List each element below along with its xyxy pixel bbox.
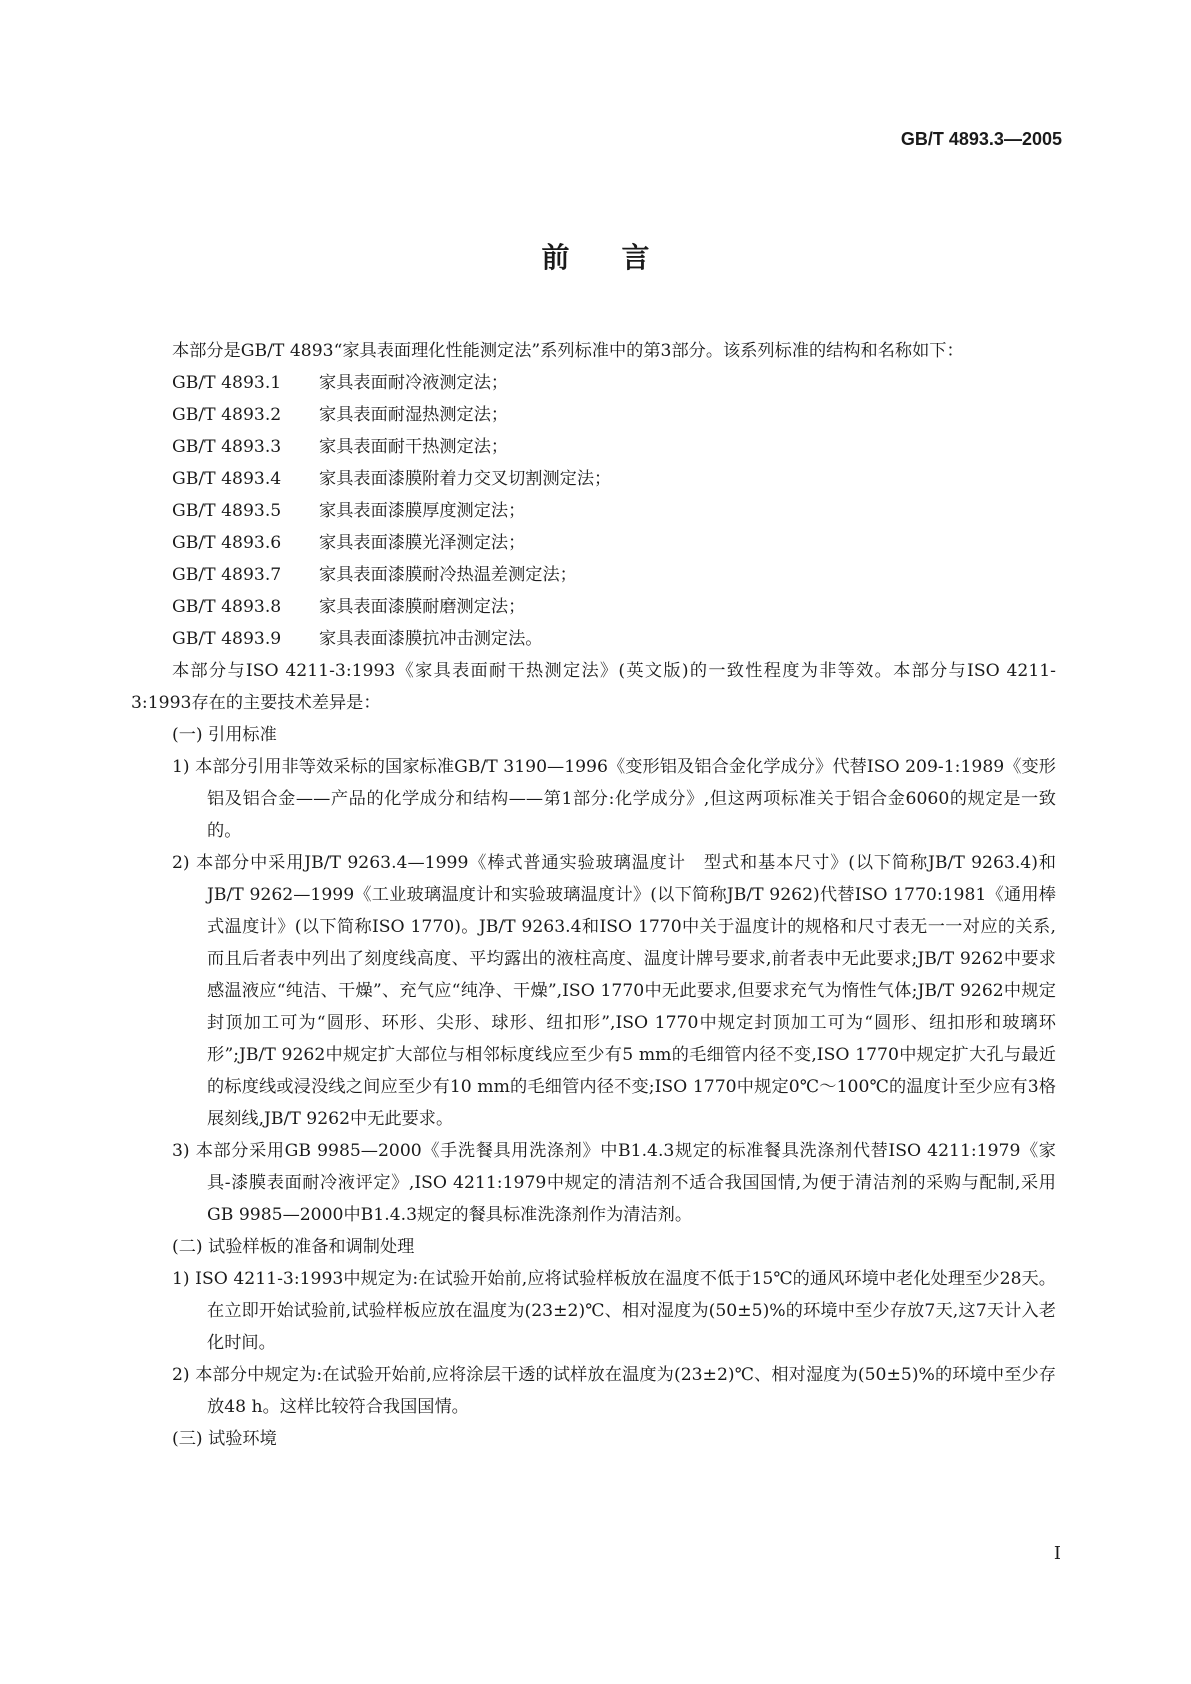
equivalence-paragraph: 本部分与ISO 4211-3:1993《家具表面耐干热测定法》(英文版)的一致性程度为非等效。本部分与ISO 4211-3:1993存在的主要技术差异是： <box>131 661 1056 713</box>
standard-title: 家具表面耐冷液测定法； <box>319 373 509 393</box>
standard-code: GB/T 4893.3 <box>172 437 282 457</box>
numbered-item: 3) 本部分采用GB 9985—2000《手洗餐具用洗涤剂》中B1.4.3规定的标准餐具洗涤剂代替ISO 4211:1979《家具-漆膜表面耐冷液评定》,ISO 4211:1979中规定的清洁剂不适合我国国情,为便于清洁剂的采购与配制,采用GB 9985—2000中B1.4.3规定的餐具标准洗涤剂作为清洁剂。 <box>172 1141 1056 1225</box>
section-heading: (三) 试验环境 <box>172 1429 277 1449</box>
numbered-item: 2) 本部分中规定为:在试验开始前,应将涂层干透的试样放在温度为(23±2)℃、相对湿度为(50±5)%的环境中至少存放48 h。这样比较符合我国国情。 <box>172 1365 1056 1417</box>
standard-title: 家具表面漆膜耐冷热温差测定法； <box>319 565 577 585</box>
list-item <box>131 463 1056 495</box>
numbered-item: 1) 本部分引用非等效采标的国家标准GB/T 3190—1996《变形铝及铝合金化学成分》代替ISO 209-1:1989《变形铝及铝合金——产品的化学成分和结构——第1部分:化学成分》,但这两项标准关于铝合金6060的规定是一致的。 <box>172 757 1056 841</box>
standard-code: GB/T 4893.2 <box>172 405 282 425</box>
standard-number: GB/T 4893.3—2005 <box>900 129 1062 149</box>
standard-code: GB/T 4893.5 <box>172 501 282 521</box>
standard-title: 家具表面耐干热测定法； <box>319 437 509 457</box>
page-title: 前言 <box>541 241 702 274</box>
page-number: I <box>1053 1543 1061 1564</box>
list-item <box>131 431 1056 463</box>
numbered-item: 2) 本部分中采用JB/T 9263.4—1999《棒式普通实验玻璃温度计 型式和基本尺寸》(以下简称JB/T 9263.4)和JB/T 9262—1999《工业玻璃温度计和实验玻璃温度计》(以下简称JB/T 9262)代替ISO 1770:1981《通用棒式温度计》(以下简称ISO 1770)。JB/T 9263.4和ISO 1770中关于温度计的规格和尺寸表无一一对应的关系,而且后者表中列出了刻度线高度、平均露出的液柱高度、温度计牌号要求,前者表中无此要求;JB/T 9262中要求感温液应“纯洁、干燥”、充气应“纯净、干燥”,ISO 1770中无此要求,但要求充气为惰性气体;JB/T 9262中规定封顶加工可为“圆形、环形、尖形、球形、纽扣形”,ISO 1770中规定封顶加工可为“圆形、纽扣形和玻璃环形”;JB/T 9262中规定扩大部位与相邻标度线应至少有5 mm的毛细管内径不变,ISO 1770中规定扩大孔与最近的标度线或浸没线之间应至少有10 mm的毛细管内径不变;ISO 1770中规定0℃～100℃的温度计至少应有3格展刻线,JB/T 9262中无此要求。 <box>172 853 1056 1129</box>
list-item <box>131 591 1056 623</box>
standard-code: GB/T 4893.4 <box>172 469 282 489</box>
section-heading: (一) 引用标准 <box>172 725 277 745</box>
standard-code: GB/T 4893.6 <box>172 533 282 553</box>
list-item <box>131 559 1056 591</box>
standard-title: 家具表面漆膜抗冲击测定法。 <box>319 629 543 649</box>
standard-title: 家具表面漆膜光泽测定法； <box>319 533 526 553</box>
section-heading: (二) 试验样板的准备和调制处理 <box>172 1237 415 1257</box>
standard-code: GB/T 4893.1 <box>172 373 282 393</box>
list-item <box>131 367 1056 399</box>
list-item <box>131 495 1056 527</box>
standard-title: 家具表面漆膜附着力交叉切割测定法； <box>319 469 612 489</box>
standard-code: GB/T 4893.7 <box>172 565 282 585</box>
document-body <box>131 335 1056 1455</box>
numbered-item: 1) ISO 4211-3:1993中规定为:在试验开始前,应将试验样板放在温度不低于15℃的通风环境中老化处理至少28天。在立即开始试验前,试验样板应放在温度为(23±2)℃、相对湿度为(50±5)%的环境中至少存放7天,这7天计入老化时间。 <box>172 1269 1056 1353</box>
standard-code: GB/T 4893.8 <box>172 597 282 617</box>
series-list <box>131 367 1056 655</box>
intro-paragraph: 本部分是GB/T 4893“家具表面理化性能测定法”系列标准中的第3部分。该系列标准的结构和名称如下： <box>172 341 964 361</box>
list-item <box>131 399 1056 431</box>
standard-title: 家具表面漆膜厚度测定法； <box>319 501 526 521</box>
standard-code: GB/T 4893.9 <box>172 629 282 649</box>
list-item <box>131 623 1056 655</box>
list-item <box>131 527 1056 559</box>
standard-title: 家具表面耐湿热测定法； <box>319 405 509 425</box>
standard-title: 家具表面漆膜耐磨测定法； <box>319 597 526 617</box>
